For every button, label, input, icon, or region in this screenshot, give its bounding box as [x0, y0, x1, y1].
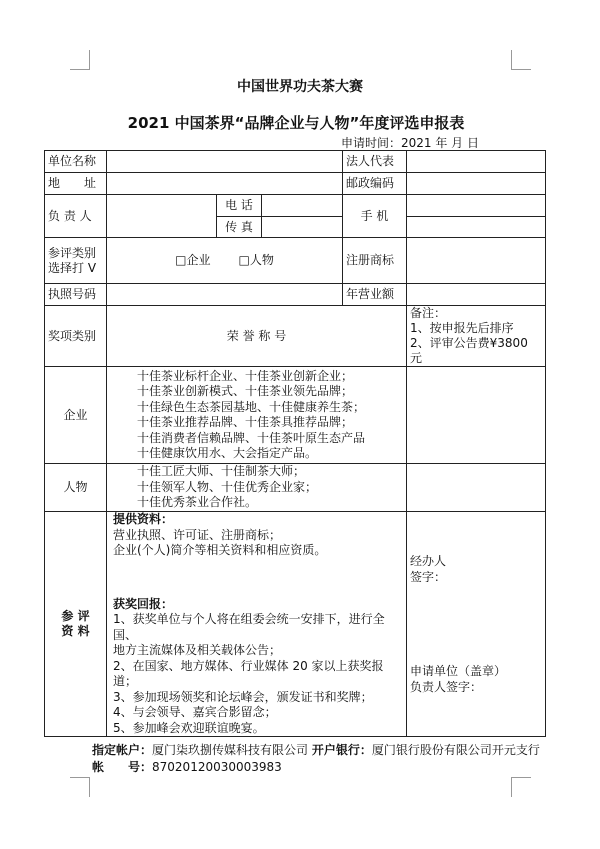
label-honor-title: 荣 誉 称 号 [107, 306, 407, 367]
person-awards [107, 464, 407, 512]
reward-item: 4、与会领导、嘉宾合影留念； [113, 705, 277, 719]
crop-mark [511, 50, 512, 70]
trademark-field[interactable] [407, 238, 546, 284]
reward-item: 1、获奖单位与个人将在组委会统一安排下，进行全国、 [113, 612, 385, 642]
award-item: 十佳健康饮用水、大会指定产品。 [137, 446, 318, 460]
legal-rep-field[interactable] [407, 151, 546, 173]
provide-title: 提供资料： [113, 512, 174, 526]
category-options [107, 238, 343, 284]
checkbox-enterprise[interactable]: □企业 [175, 253, 211, 267]
crop-mark [511, 777, 531, 778]
label-address: 地 址 [45, 173, 107, 195]
crop-mark [70, 69, 90, 70]
label-category [45, 238, 107, 284]
label-enterprise: 企业 [45, 367, 107, 464]
label-materials [45, 512, 107, 737]
materials-label-line2: 资 料 [61, 624, 90, 638]
category-label-line2: 选择打 V [48, 260, 97, 275]
notes [407, 306, 546, 367]
crop-mark [89, 777, 90, 797]
award-item: 十佳茶业创新模式、十佳茶业领先品牌； [137, 384, 354, 398]
provide-item: 营业执照、许可证、注册商标； [113, 527, 282, 542]
reward-item: 地方主流媒体及相关载体公告； [113, 643, 282, 657]
bank-label: 开户银行： [311, 743, 372, 757]
reward-title: 获奖回报： [113, 596, 174, 611]
crop-mark [70, 777, 90, 778]
label-revenue: 年营业额 [343, 284, 407, 306]
signature-area[interactable] [407, 512, 546, 737]
award-item: 十佳茶业标杆企业、十佳茶业创新企业； [137, 368, 354, 383]
application-date: 申请时间：2021 年 月 日 [341, 136, 479, 150]
label-person-in-charge: 负 责 人 [45, 195, 107, 238]
organizer-title: 中国世界功夫茶大赛 [237, 79, 363, 95]
form-title: 2021 中国茶界“品牌企业与人物”年度评选申报表 [127, 114, 465, 132]
label-person: 人物 [45, 464, 107, 512]
label-fax: 传 真 [217, 217, 262, 238]
label-legal-rep: 法人代表 [343, 151, 407, 173]
notes-title: 备注： [410, 306, 447, 320]
unit-name-field[interactable] [107, 151, 343, 173]
crop-mark [511, 777, 512, 797]
award-item: 十佳领军人物、十佳优秀企业家； [137, 479, 318, 494]
phone-field[interactable] [262, 195, 343, 217]
fax-field[interactable] [262, 217, 343, 238]
provide-item: 企业(个人)简介等相关资料和相应资质。 [113, 543, 327, 557]
label-trademark: 注册商标 [343, 238, 407, 284]
bank-name: 厦门银行股份有限公司开元支行 [371, 743, 540, 757]
label-postcode: 邮政编码 [343, 173, 407, 195]
account-number: 87020120030003983 [152, 760, 282, 774]
label-license: 执照号码 [45, 284, 107, 306]
materials-content [107, 512, 407, 737]
number-label: 帐 号： [92, 760, 153, 774]
account-label: 指定帐户： [92, 743, 153, 757]
enterprise-remarks[interactable] [407, 367, 546, 464]
enterprise-awards [107, 367, 407, 464]
crop-mark [511, 69, 531, 70]
account-info [92, 742, 540, 776]
person-remarks[interactable] [407, 464, 546, 512]
notes-item: 2、评审公告费¥3800 元 [410, 336, 528, 365]
person-in-charge-field[interactable] [107, 195, 217, 238]
award-item: 十佳消费者信赖品牌、十佳茶叶原生态产品 [137, 430, 366, 445]
address-field[interactable] [107, 173, 343, 195]
handler-label: 经办人 [410, 554, 447, 568]
applicant-sign-label: 负责人签字： [410, 680, 483, 694]
mobile-field-2[interactable] [407, 217, 546, 238]
label-unit-name: 单位名称 [45, 151, 107, 173]
checkbox-person[interactable]: □人物 [238, 253, 274, 267]
reward-item: 2、在国家、地方媒体、行业媒体 20 家以上获奖报道； [113, 658, 384, 688]
notes-item: 1、按申报先后排序 [410, 321, 514, 335]
revenue-field[interactable] [407, 284, 546, 306]
award-item: 十佳茶业推荐品牌、十佳茶具推荐品牌； [137, 415, 354, 429]
award-item: 十佳优秀茶业合作社。 [137, 495, 258, 510]
label-phone: 电 话 [217, 195, 262, 217]
label-award-category: 奖项类别 [45, 306, 107, 367]
account-name: 厦门柒玖捌传媒科技有限公司 [152, 743, 309, 757]
applicant-seal-label: 申请单位（盖章） [410, 664, 507, 678]
reward-item: 5、参加峰会欢迎联谊晚宴。 [113, 720, 265, 735]
application-form [44, 150, 546, 737]
materials-label-line1: 参 评 [61, 609, 90, 623]
reward-item: 3、参加现场领奖和论坛峰会，颁发证书和奖牌； [113, 689, 373, 704]
handler-sign-label: 签字： [410, 570, 447, 584]
license-field[interactable] [107, 284, 343, 306]
award-item: 十佳绿色生态茶园基地、十佳健康养生茶； [137, 399, 366, 414]
label-mobile: 手 机 [343, 195, 407, 238]
postcode-field[interactable] [407, 173, 546, 195]
award-item: 十佳工匠大师、十佳制茶大师； [137, 464, 306, 479]
crop-mark [89, 50, 90, 70]
category-label-line1: 参评类别 [48, 245, 97, 260]
mobile-field-1[interactable] [407, 195, 546, 217]
